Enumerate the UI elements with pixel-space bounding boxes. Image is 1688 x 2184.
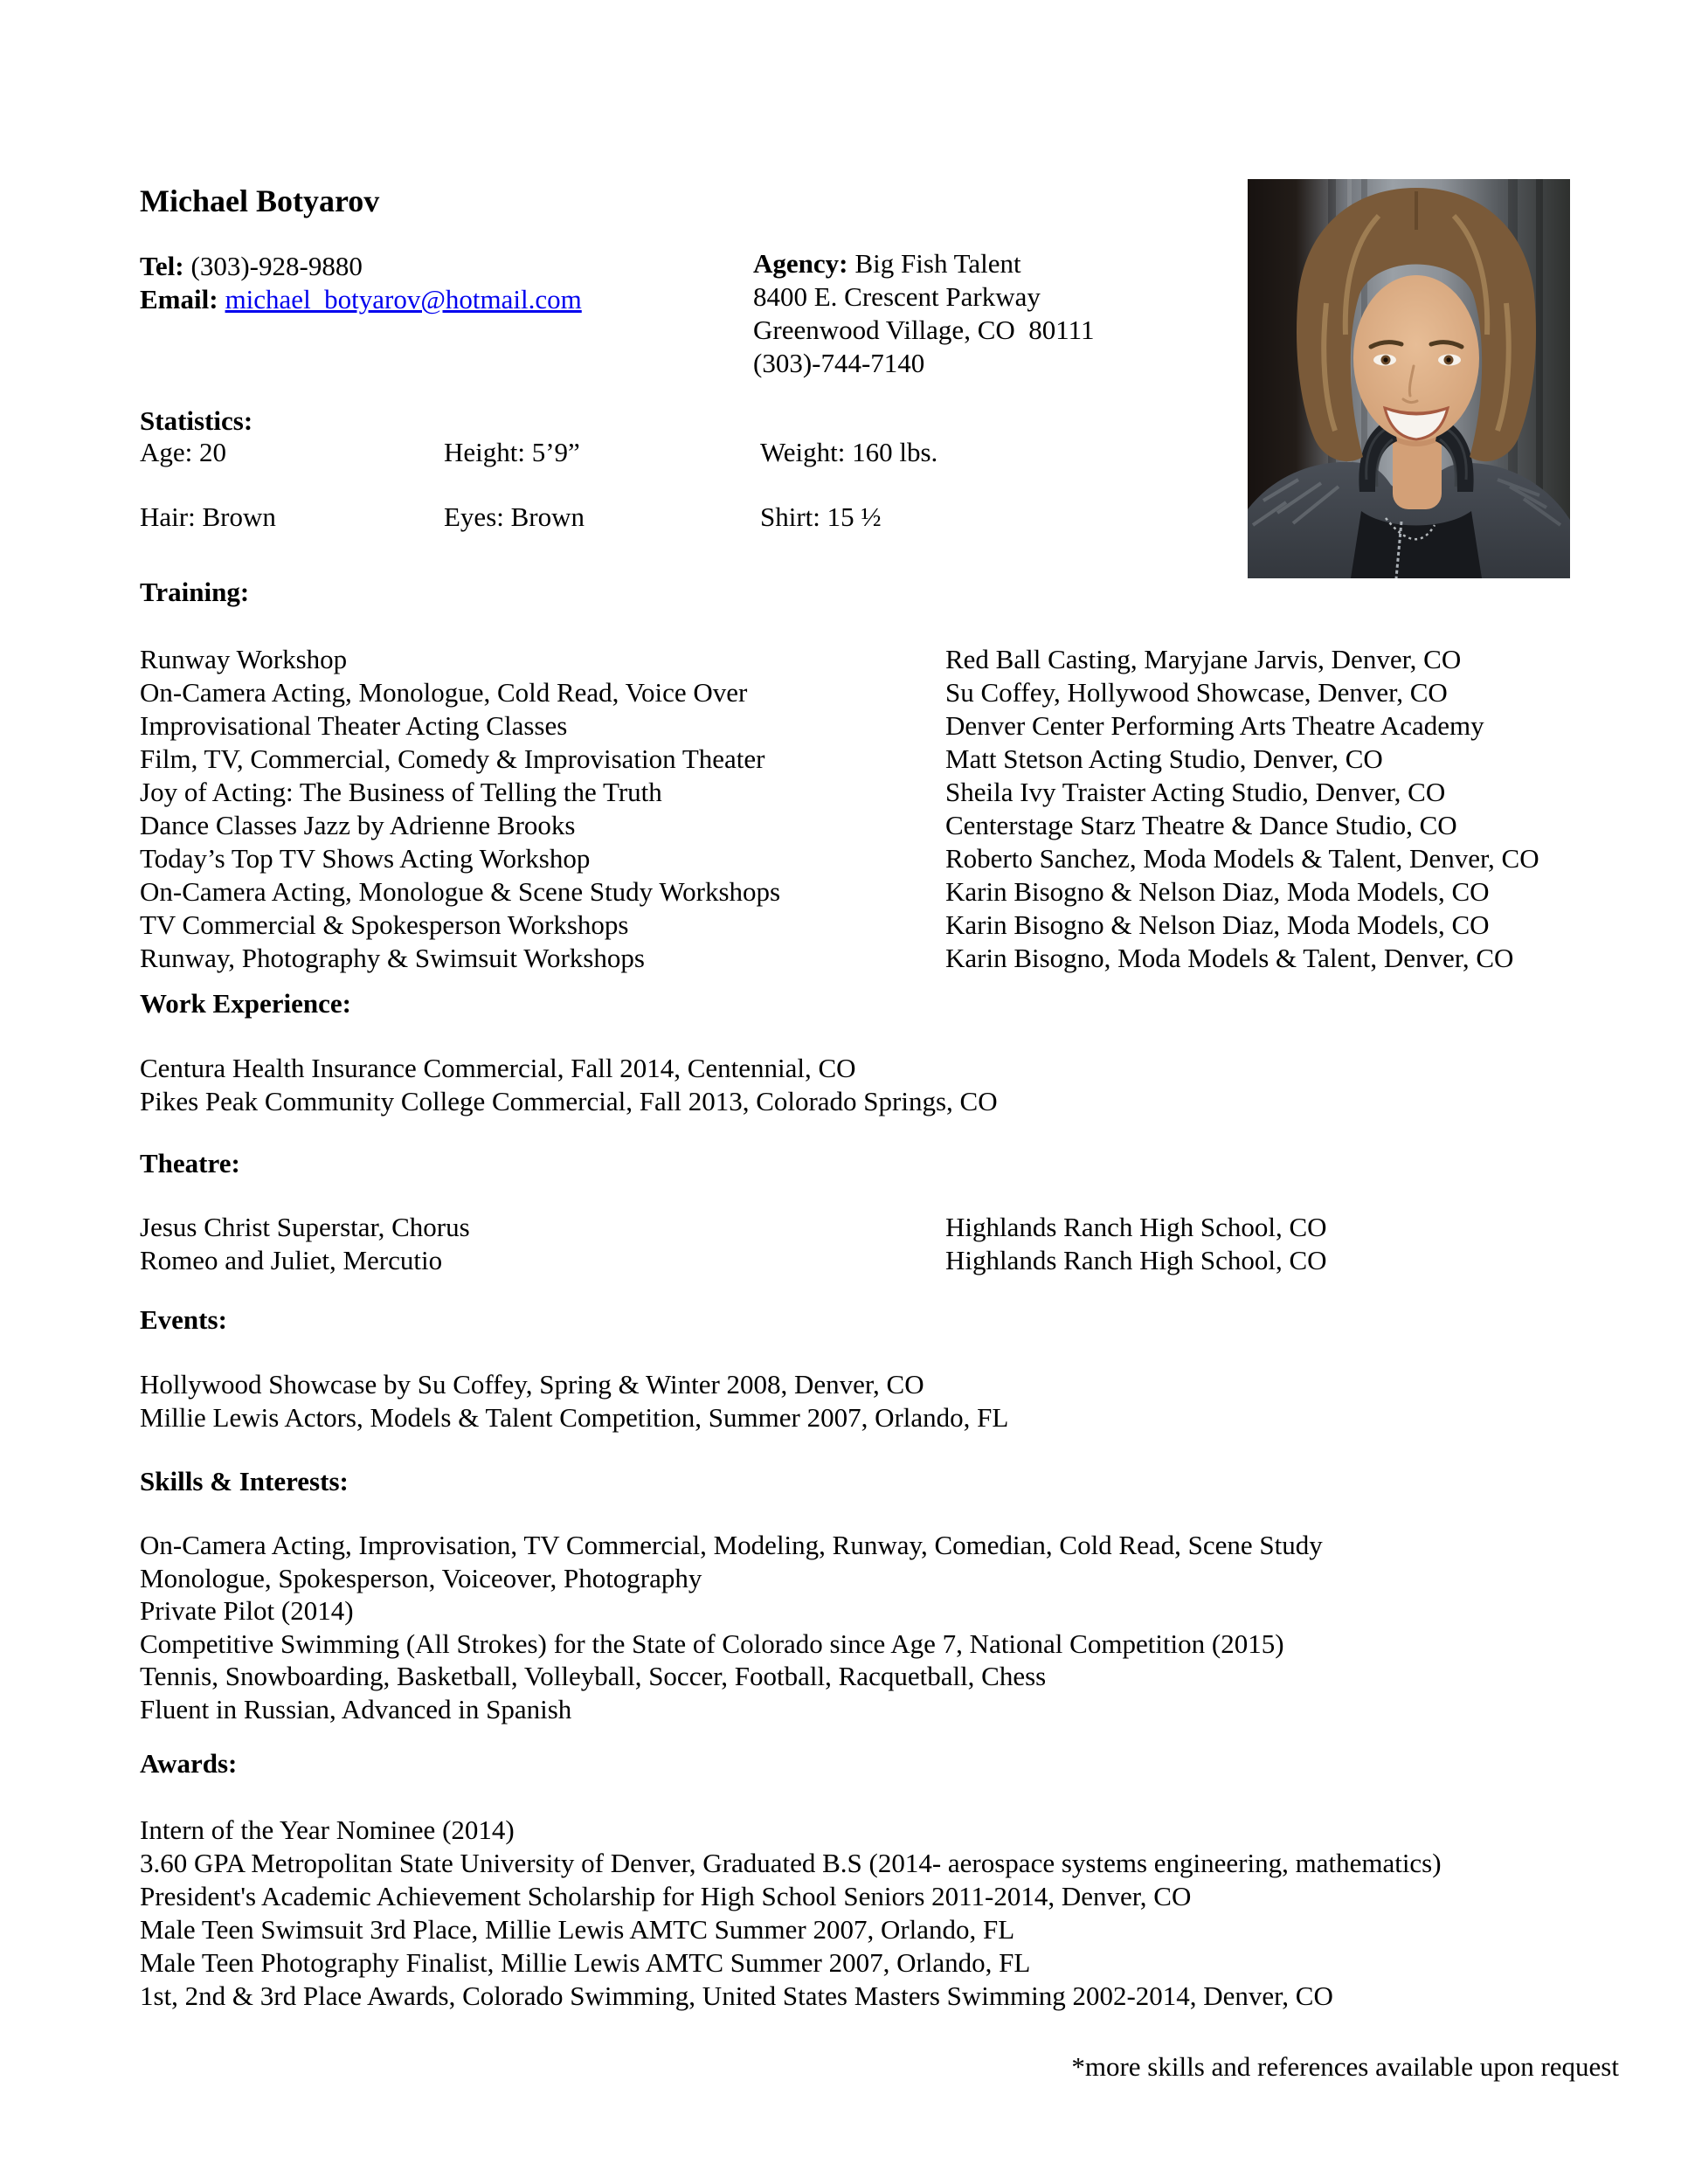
skill-item: On-Camera Acting, Improvisation, TV Commercial, Modeling, Runway, Comedian, Cold Read, Scene Study xyxy=(140,1530,1323,1560)
email-link[interactable]: michael_botyarov@hotmail.com xyxy=(225,284,582,314)
tel-label: Tel: xyxy=(140,251,184,281)
section-heading-theatre: Theatre: xyxy=(140,1148,240,1178)
award-item: Intern of the Year Nominee (2014) xyxy=(140,1814,515,1845)
training-provider: Matt Stetson Acting Studio, Denver, CO xyxy=(945,743,1383,774)
contact-block xyxy=(140,250,582,316)
training-item: Improvisational Theater Acting Classes xyxy=(140,710,568,741)
training-provider: Sheila Ivy Traister Acting Studio, Denver, CO xyxy=(945,777,1446,807)
work-experience-item: Pikes Peak Community College Commercial, Fall 2013, Colorado Springs, CO xyxy=(140,1086,998,1116)
award-item: Male Teen Photography Finalist, Millie Lewis AMTC Summer 2007, Orlando, FL xyxy=(140,1947,1031,1978)
theatre-role: Romeo and Juliet, Mercutio xyxy=(140,1245,443,1275)
training-item: Today’s Top TV Shows Acting Workshop xyxy=(140,843,591,874)
training-provider: Red Ball Casting, Maryjane Jarvis, Denver, CO xyxy=(945,644,1462,674)
theatre-venue: Highlands Ranch High School, CO xyxy=(945,1212,1327,1242)
agency-address-line-1: 8400 E. Crescent Parkway xyxy=(753,281,1041,312)
training-provider: Centerstage Starz Theatre & Dance Studio, CO xyxy=(945,810,1457,840)
training-provider: Denver Center Performing Arts Theatre Academy xyxy=(945,710,1484,741)
award-item: President's Academic Achievement Scholarship for High School Seniors 2011-2014, Denver, CO xyxy=(140,1881,1192,1911)
tel-value: (303)-928-9880 xyxy=(190,251,363,281)
stat-height: Height: 5’9” xyxy=(444,437,580,467)
training-item: On-Camera Acting, Monologue & Scene Study Workshops xyxy=(140,876,781,907)
agency-name-line xyxy=(753,247,1094,280)
stat-age: Age: 20 xyxy=(140,437,227,467)
headshot-photo xyxy=(1248,179,1570,578)
stat-eyes: Eyes: Brown xyxy=(444,501,585,532)
event-item: Millie Lewis Actors, Models & Talent Competition, Summer 2007, Orlando, FL xyxy=(140,1402,1009,1433)
awards-list xyxy=(140,1814,1442,2013)
event-item: Hollywood Showcase by Su Coffey, Spring & Winter 2008, Denver, CO xyxy=(140,1369,924,1400)
training-item: On-Camera Acting, Monologue, Cold Read, Voice Over xyxy=(140,677,748,708)
training-item: TV Commercial & Spokesperson Workshops xyxy=(140,909,629,940)
award-item: Male Teen Swimsuit 3rd Place, Millie Lewis AMTC Summer 2007, Orlando, FL xyxy=(140,1914,1015,1945)
agency-label: Agency: xyxy=(753,248,848,279)
agency-phone: (303)-744-7140 xyxy=(753,348,925,378)
theatre-role: Jesus Christ Superstar, Chorus xyxy=(140,1212,470,1242)
section-heading-statistics: Statistics: xyxy=(140,405,253,436)
agency-block xyxy=(753,247,1094,380)
agency-address-line-2: Greenwood Village, CO 80111 xyxy=(753,314,1095,345)
training-provider: Roberto Sanchez, Moda Models & Talent, Denver, CO xyxy=(945,843,1539,874)
training-provider: Karin Bisogno & Nelson Diaz, Moda Models, CO xyxy=(945,909,1490,940)
skill-item: Tennis, Snowboarding, Basketball, Volleyball, Soccer, Football, Racquetball, Chess xyxy=(140,1661,1047,1691)
agency-name: Big Fish Talent xyxy=(854,248,1021,279)
training-item: Dance Classes Jazz by Adrienne Brooks xyxy=(140,810,576,840)
stat-shirt: Shirt: 15 ½ xyxy=(760,501,882,532)
theatre-venue: Highlands Ranch High School, CO xyxy=(945,1245,1327,1275)
skills-list xyxy=(140,1529,1323,1725)
training-item: Film, TV, Commercial, Comedy & Improvisation Theater xyxy=(140,743,765,774)
training-list-left xyxy=(140,643,780,975)
headshot-illustration xyxy=(1248,179,1570,578)
training-item: Runway, Photography & Swimsuit Workshops xyxy=(140,943,645,973)
contact-email-line xyxy=(140,283,582,316)
training-item: Joy of Acting: The Business of Telling the Truth xyxy=(140,777,662,807)
work-experience-item: Centura Health Insurance Commercial, Fall 2014, Centennial, CO xyxy=(140,1053,856,1083)
email-label: Email: xyxy=(140,284,218,314)
training-list-right xyxy=(945,643,1539,975)
stat-hair: Hair: Brown xyxy=(140,501,276,532)
section-heading-work-experience: Work Experience: xyxy=(140,988,351,1019)
theatre-list-left xyxy=(140,1211,470,1277)
events-list xyxy=(140,1368,1008,1434)
training-provider: Su Coffey, Hollywood Showcase, Denver, CO xyxy=(945,677,1448,708)
skill-item: Fluent in Russian, Advanced in Spanish xyxy=(140,1693,572,1724)
footer-note: *more skills and references available upon request xyxy=(1071,2051,1619,2082)
skill-item: Monologue, Spokesperson, Voiceover, Photography xyxy=(140,1562,702,1593)
section-heading-training: Training: xyxy=(140,577,250,607)
contact-tel-line xyxy=(140,250,582,283)
skill-item: Private Pilot (2014) xyxy=(140,1595,354,1626)
theatre-list-right xyxy=(945,1211,1327,1277)
section-heading-skills: Skills & Interests: xyxy=(140,1466,349,1496)
stat-weight: Weight: 160 lbs. xyxy=(760,437,938,467)
skill-item: Competitive Swimming (All Strokes) for the State of Colorado since Age 7, National Competition (2015) xyxy=(140,1628,1284,1659)
section-heading-events: Events: xyxy=(140,1304,227,1335)
training-provider: Karin Bisogno & Nelson Diaz, Moda Models, CO xyxy=(945,876,1490,907)
page-title: Michael Botyarov xyxy=(140,183,380,218)
award-item: 3.60 GPA Metropolitan State University of Denver, Graduated B.S (2014- aerospace systems engineering, mathematics) xyxy=(140,1848,1442,1878)
section-heading-awards: Awards: xyxy=(140,1748,238,1779)
training-provider: Karin Bisogno, Moda Models & Talent, Denver, CO xyxy=(945,943,1514,973)
work-experience-list xyxy=(140,1052,998,1118)
training-item: Runway Workshop xyxy=(140,644,348,674)
award-item: 1st, 2nd & 3rd Place Awards, Colorado Swimming, United States Masters Swimming 2002-2014, Denver, CO xyxy=(140,1980,1333,2011)
